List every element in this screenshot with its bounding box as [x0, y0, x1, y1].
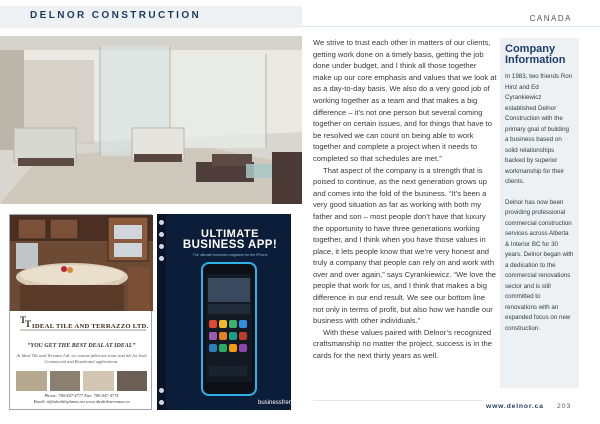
article-paragraph: That aspect of the company is a strength that is poised to continue, as the next generation grows up and comes into the fold of the business. “It’s been a very good situation as far as working with both my father and son – most people don’t have that luxury the opportunity to have three generations working together, and I think when you have those values in place, it lets people know that we’re very honest and truly a company that people can rely on and work with over and over again,” says Cyrankiewicz. “We love the people that work for us, and I think that makes a big difference in our end result. We see our bottom line not only in terms of profit, but also how we handle our business with other individuals.” — [313, 165, 497, 326]
sidebar-title-line2: Information — [505, 54, 566, 66]
app-subtitle: The ultimate business magazine for the iPhone — [192, 253, 268, 257]
sidebar-title-line1: Company — [505, 43, 556, 55]
page-header — [0, 0, 600, 34]
footer-rule — [313, 400, 483, 401]
rail-dot-icon — [159, 388, 164, 393]
app-side-rail — [157, 214, 166, 410]
rail-dot-icon — [159, 220, 164, 225]
company-information-sidebar — [500, 38, 579, 388]
footer-url: www.delnor.ca — [486, 403, 544, 410]
stone-swatch — [83, 371, 114, 391]
rail-dot-icon — [159, 256, 164, 261]
svg-text:T: T — [20, 315, 27, 325]
ideal-tile-advertisement — [9, 214, 152, 410]
article-body — [313, 37, 497, 362]
phone-screen — [206, 274, 252, 382]
office-photo-illustration — [0, 36, 302, 204]
sidebar-title — [505, 44, 574, 66]
rail-dot-icon — [159, 400, 164, 405]
ad-tagline: “YOU GET THE BEST DEAL AT IDEAL” — [27, 343, 136, 349]
stone-swatch — [117, 371, 148, 391]
ad-contact-phone: Phone: 780-447-4777 Fax: 780-447-4774 — [44, 393, 119, 398]
magazine-section-title: DELNOR CONSTRUCTION — [30, 10, 202, 21]
ad-brand-name: IDEAL TILE AND TERRAZZO LTD. — [32, 323, 149, 330]
sidebar-paragraph: Delnor has now been providing professional commercial construction services across Alberta & Interior BC for 30 years. Delnor began with a dedication to the commercial renovations sector and is still committed to renovations with an expanded focus on new construction. — [505, 198, 574, 332]
stone-swatch — [16, 371, 47, 391]
rail-dot-icon — [159, 232, 164, 237]
ad-description: At Ideal Tile and Terrazzo Ltd. we custom fabricate stone and tile for both Commercial and Residential applications. — [16, 353, 147, 364]
header-rule — [302, 26, 600, 27]
svg-text:T: T — [25, 319, 32, 329]
header-band — [0, 6, 302, 28]
header-country: CANADA — [529, 14, 572, 23]
sidebar-paragraph: In 1983, two friends Ron Hinz and Ed Cyrankiewicz established Delnor Construction with the primary goal of building a business based on solid relationships backed by superior workmanship for their clients. — [505, 73, 573, 185]
smartphone-illustration — [201, 262, 257, 396]
stone-swatches — [16, 371, 147, 391]
stone-swatch — [50, 371, 81, 391]
app-title-line1: ULTIMATE — [201, 228, 259, 240]
article-paragraph: We strive to trust each other in matters of our clients, getting work done on a timely basis, getting the job done under budget, and I think all those together make up our core emphasis and values that we look at as a day-to-day basis. We also do a very good job of working together as a team and that makes a big difference – it’s not one person but several coming together on certain issues, and for things that have to be resolved we can count on being able to work together and complete a project when it needs to completed so that schedules are met.” — [313, 38, 497, 163]
app-title-line2: BUSINESS APP! — [182, 239, 278, 251]
ad-contact — [14, 393, 149, 405]
phone-screen-graphic — [206, 274, 252, 382]
kitchen-photo-illustration — [10, 215, 153, 311]
rail-dot-icon — [159, 244, 164, 249]
article-paragraph: With these values paired with Delnor’s recognized craftsmanship no matter the project, success is in the cards for the next thirty years as well. — [313, 327, 492, 361]
business-app-advertisement — [157, 214, 296, 410]
page-number: 203 — [557, 403, 572, 410]
ad-contact-email: Email: tt@idealtileplanet.net www.idealtileterrazzo.ca — [33, 398, 130, 404]
app-brand: businessfrend — [258, 400, 296, 406]
office-interior-photo — [0, 36, 302, 204]
